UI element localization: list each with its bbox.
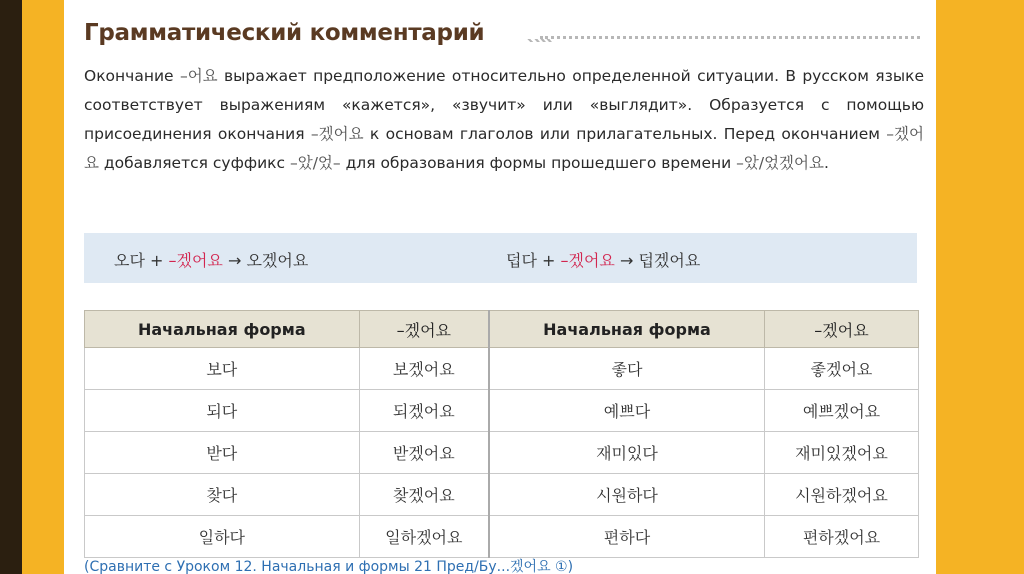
table-cell: 시원하겠어요 [764, 474, 918, 516]
table-cell: 보겠어요 [359, 348, 489, 390]
table-row [85, 390, 919, 432]
table-cell: 일하다 [85, 516, 360, 558]
example-2 [506, 248, 700, 271]
table-row [85, 516, 919, 558]
left-edge-strip [0, 0, 22, 574]
example-result: → 덥겠어요 [614, 251, 701, 270]
korean-ending: –았/었겠어요 [736, 154, 824, 172]
paragraph-text: добавляется суффикс [98, 154, 290, 172]
table-cell: 되겠어요 [359, 390, 489, 432]
table-cell: 편하다 [489, 516, 764, 558]
korean-ending: –겠어요 [310, 125, 364, 143]
grammar-explanation [84, 62, 924, 178]
table-cell: 예쁘다 [489, 390, 764, 432]
table-cell: 받겠어요 [359, 432, 489, 474]
paragraph-text: Окончание [84, 67, 180, 85]
table-cell: 받다 [85, 432, 360, 474]
table-cell: 보다 [85, 348, 360, 390]
example-stem: 덥다 + [506, 251, 561, 270]
title-dotted-rule [540, 36, 920, 45]
column-header: Начальная форма [489, 311, 764, 348]
paragraph-text: к основам глаголов или прилагательных. Перед окончанием [363, 125, 887, 143]
table-header-row [85, 311, 919, 348]
conjugation-table [84, 310, 919, 558]
column-header: Начальная форма [85, 311, 360, 348]
table-cell: 찾다 [85, 474, 360, 516]
column-header: –겠어요 [359, 311, 489, 348]
textbook-page [64, 0, 936, 574]
example-suffix: –겠어요 [168, 251, 223, 270]
table-cell: 되다 [85, 390, 360, 432]
page-title: Грамматический комментарий [84, 20, 485, 46]
example-result: → 오겠어요 [222, 251, 309, 270]
korean-ending: –겠어요 [84, 125, 924, 172]
table-row [85, 474, 919, 516]
paragraph-text: выражает предположение относительно определенной ситуации. В русском языке соответствует выражениям «кажется», «звучит» или «выглядит». Образуется с помощью присоединения окончания [84, 67, 924, 143]
table-cell: 찾겠어요 [359, 474, 489, 516]
paragraph-text: . [823, 154, 829, 172]
column-header: –겠어요 [764, 311, 918, 348]
example-suffix: –겠어요 [560, 251, 615, 270]
example-box [84, 233, 917, 283]
table-row [85, 348, 919, 390]
paragraph-text: для образования формы прошедшего времени [340, 154, 737, 172]
table-cell: 일하겠어요 [359, 516, 489, 558]
table-cell: 좋다 [489, 348, 764, 390]
korean-ending: –았/었– [289, 154, 341, 172]
example-stem: 오다 + [114, 251, 169, 270]
table-row [85, 432, 919, 474]
table-cell: 재미있겠어요 [764, 432, 918, 474]
example-1 [114, 248, 308, 271]
table-cell: 좋겠어요 [764, 348, 918, 390]
korean-ending: –어요 [179, 67, 218, 85]
table-cell: 예쁘겠어요 [764, 390, 918, 432]
footnote: (Сравните с Уроком 12. Начальная и формы 21 Пред/Бу...겠어요 ①) [84, 559, 574, 574]
table-cell: 편하겠어요 [764, 516, 918, 558]
table-cell: 재미있다 [489, 432, 764, 474]
table-cell: 시원하다 [489, 474, 764, 516]
